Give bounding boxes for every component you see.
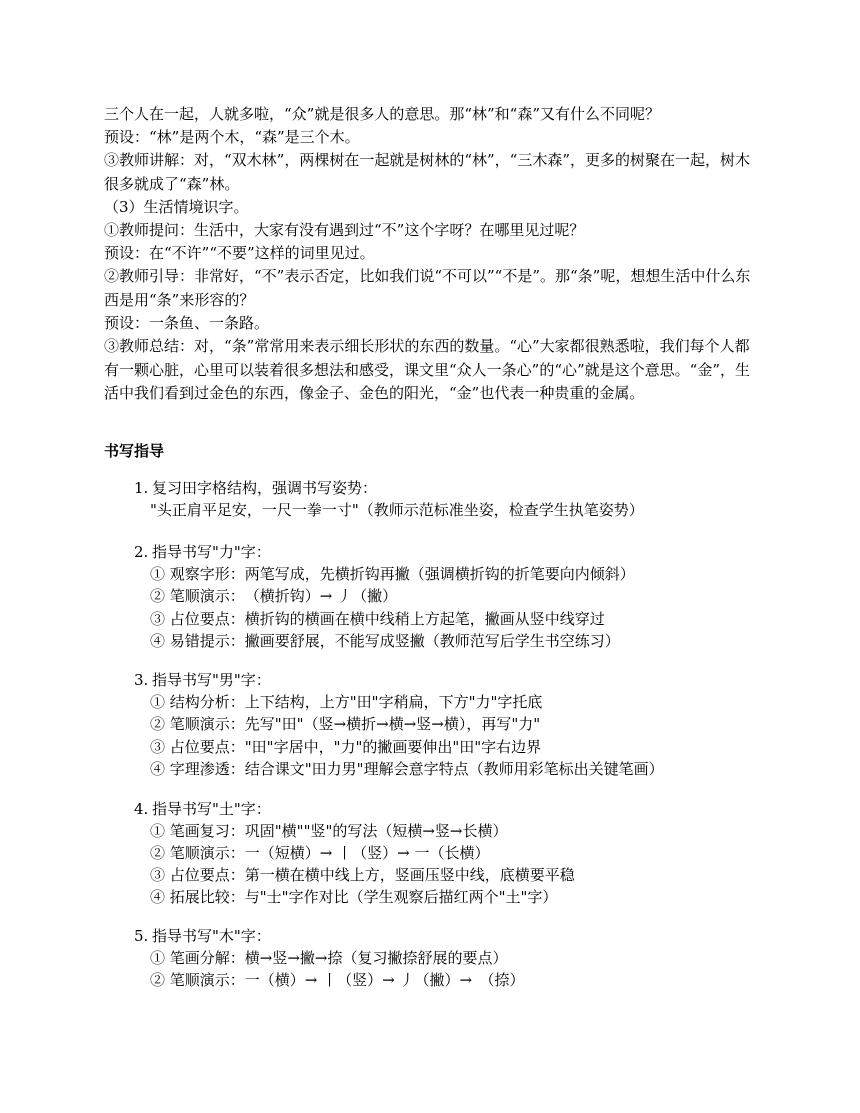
list-item-title xyxy=(134,478,377,498)
list-item-detail: ② 笔顺演示： （横折钩）→ 丿（撇） xyxy=(150,587,398,605)
list-item-detail: ④ 拓展比较：与"士"字作对比（学生观察后描红两个"土"字） xyxy=(150,888,558,906)
list-item-detail: ② 笔顺演示：一（横）→ 丨（竖）→ 丿（撇）→ （捺） xyxy=(150,971,525,989)
list-item-title-text: 指导书写"土"字： xyxy=(152,800,271,818)
section-heading: 书写指导 xyxy=(104,442,165,460)
paragraph-preset-tiao: 预设：一条鱼、一条路。 xyxy=(104,314,270,332)
list-item-title xyxy=(134,542,271,562)
list-item-detail: ① 笔画分解：横→竖→撇→捺（复习撇捺舒展的要点） xyxy=(150,949,508,967)
list-item-detail: ② 笔顺演示：先写"田"（竖→横折→横→竖→横），再写"力" xyxy=(150,715,541,733)
paragraph-teacher-summary: ③教师总结：对，“条”常常用来表示细长形状的东西的数量。“心”大家都很熟悉啦，我们每个人都有一颗心脏，心里可以装着很多想法和感受，课文里“众人一条心”的“心”就是这个意思。“金”，生活中我们看到过金色的东西，像金子、金色的阳光，“金”也代表一种贵重的金属。 xyxy=(104,337,751,402)
list-item-number: 3. xyxy=(134,671,149,689)
list-item-detail: ② 笔顺演示：一（短横）→ 丨（竖）→ 一（长横） xyxy=(150,844,490,862)
list-item-detail: ③ 占位要点：第一横在横中线上方，竖画压竖中线，底横要平稳 xyxy=(150,866,575,884)
list-item-detail: ③ 占位要点："田"字居中，"力"的撇画要伸出"田"字右边界 xyxy=(150,738,542,756)
list-item-title-text: 指导书写"木"字： xyxy=(152,927,271,945)
list-item-title-text: 复习田字格结构，强调书写姿势： xyxy=(152,479,378,497)
list-item-number: 4. xyxy=(134,800,149,818)
list-item-title-text: 指导书写"男"字： xyxy=(152,671,271,689)
list-item-detail: ① 观察字形：两笔写成，先横折钩再撇（强调横折钩的折笔要向内倾斜） xyxy=(150,565,635,583)
list-item-title xyxy=(134,799,271,819)
paragraph-teacher-explain: ③教师讲解：对，“双木林”，两棵树在一起就是树林的“林”，“三木森”，更多的树聚在一起，树木很多就成了“森”林。 xyxy=(104,151,751,193)
list-item-number: 5. xyxy=(134,927,149,945)
list-item-detail: ④ 字理渗透：结合课文"田力男"理解会意字特点（教师用彩笔标出关键笔画） xyxy=(150,760,664,778)
paragraph-zhong-explanation: 三个人在一起，人就多啦，“众”就是很多人的意思。那“林”和“森”又有什么不同呢？ xyxy=(104,105,661,123)
paragraph-life-context: （3）生活情境识字。 xyxy=(104,198,249,216)
list-item-title xyxy=(134,926,271,946)
list-item-detail: "头正肩平足安，一尺一拳一寸"（教师示范标准坐姿，检查学生执笔姿势） xyxy=(150,501,644,519)
list-item-detail: ③ 占位要点：横折钩的横画在横中线稍上方起笔，撇画从竖中线穿过 xyxy=(150,610,605,628)
list-item-title xyxy=(134,670,271,690)
list-item-number: 1. xyxy=(134,479,149,497)
paragraph-preset-bu: 预设：在“不许”“不要”这样的词里见过。 xyxy=(104,244,375,262)
list-item-detail: ① 笔画复习：巩固"横""竖"的写法（短横→竖→长横） xyxy=(150,822,508,840)
list-item-detail: ① 结构分析：上下结构，上方"田"字稍扁，下方"力"字托底 xyxy=(150,693,543,711)
paragraph-teacher-guide: ②教师引导：非常好，“不”表示否定，比如我们说“不可以”“不是”。那“条”呢，想想生活中什么东西是用“条”来形容的？ xyxy=(104,267,751,309)
paragraph-teacher-question: ①教师提问：生活中，大家有没有遇到过“不”这个字呀？在哪里见过呢？ xyxy=(104,221,585,239)
list-item-number: 2. xyxy=(134,543,149,561)
list-item-detail: ④ 易错提示：撇画要舒展，不能写成竖撇（教师范写后学生书空练习） xyxy=(150,632,620,650)
paragraph-preset-lin-sen: 预设：“林”是两个木，“森”是三个木。 xyxy=(104,128,360,146)
list-item-title-text: 指导书写"力"字： xyxy=(152,543,271,561)
